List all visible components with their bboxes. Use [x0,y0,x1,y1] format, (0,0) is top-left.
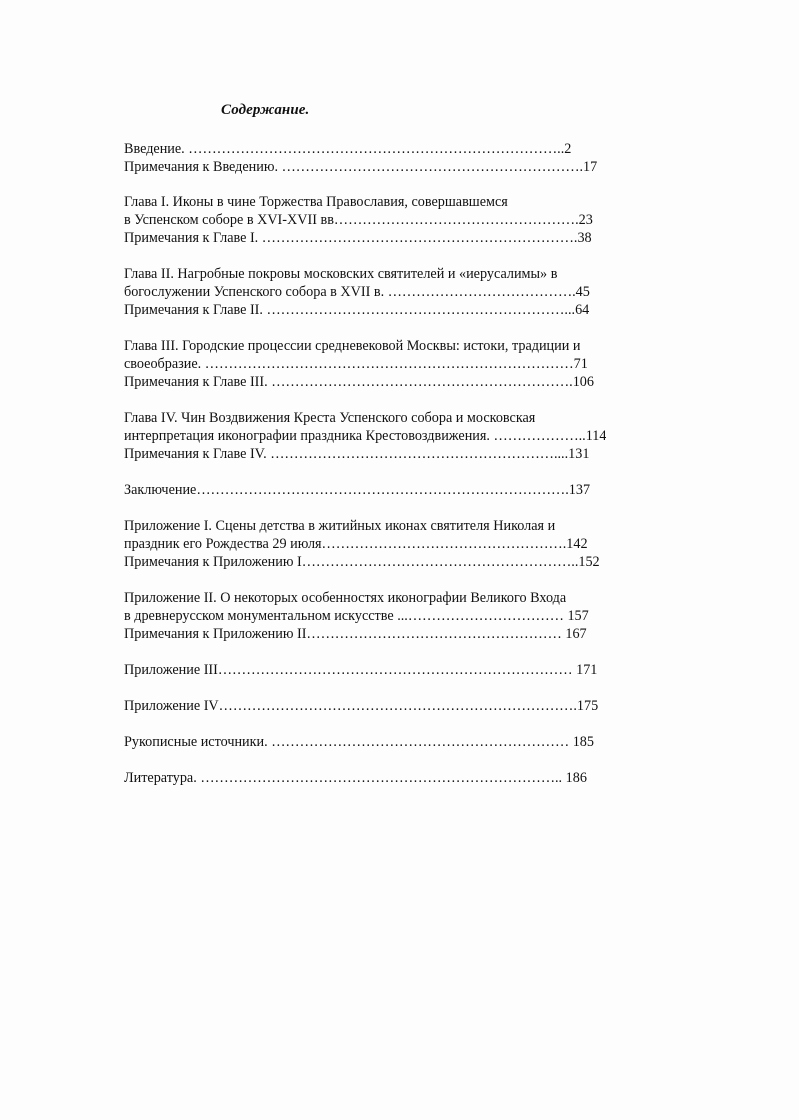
toc-entry-notes-chapter-3: Примечания к Главе III. ……………………………………………………….106 [124,374,594,390]
toc-entry-notes-introduction: Примечания к Введению. ……………………………………………………….17 [124,159,598,175]
toc-entry-notes-chapter-1: Примечания к Главе I. ………………………………………………………….38 [124,230,592,246]
toc-entry-appendix-4: Приложение IV………………………………………………………………….175 [124,698,599,714]
toc-entry-appendix-2-line-2: в древнерусском монументальном искусстве ...…………………………… 157 [124,608,589,624]
toc-entry-notes-chapter-4: Примечания к Главе IV. ……………………………………………………....131 [124,446,590,462]
toc-entry-chapter-3-line-1: Глава III. Городские процессии средневековой Москвы: истоки, традиции и [124,338,581,354]
toc-entry-chapter-1-line-2: в Успенском соборе в XVI-XVII вв…………………………………………….23 [124,212,593,228]
toc-entry-chapter-2-line-1: Глава II. Нагробные покровы московских святителей и «иерусалимы» в [124,266,558,282]
toc-entry-appendix-1-line-1: Приложение I. Сцены детства в житийных иконах святителя Николая и [124,518,556,534]
toc-entry-appendix-2-line-1: Приложение II. О некоторых особенностях иконографии Великого Входа [124,590,567,606]
toc-entry-conclusion: Заключение…………………………………………………………………….137 [124,482,591,498]
toc-entry-notes-appendix-1: Примечания к Приложению I…………………………………………………..152 [124,554,600,570]
toc-entry-chapter-1-line-1: Глава I. Иконы в чине Торжества Православия, совершавшемся [124,194,508,210]
toc-entry-appendix-3: Приложение III………………………………………………………………… 171 [124,662,598,678]
toc-entry-notes-appendix-2: Примечания к Приложению II……………………………………………… 167 [124,626,587,642]
toc-entry-chapter-4-line-1: Глава IV. Чин Воздвижения Креста Успенского собора и московская [124,410,536,426]
toc-entry-chapter-3-line-2: своеобразие. ……………………………………………………………………71 [124,356,588,372]
toc-entry-chapter-2-line-2: богослужении Успенского собора в XVII в. ………………………………….45 [124,284,590,300]
toc-entry-literature: Литература. ………………………………………………………………….. 186 [124,770,587,786]
toc-entry-appendix-1-line-2: праздник его Рождества 29 июля…………………………………………….142 [124,536,588,552]
toc-entry-notes-chapter-2: Примечания к Главе II. ………………………………………………………...64 [124,302,590,318]
toc-entry-introduction: Введение. ……………………………………………………………………..2 [124,141,572,157]
toc-entry-chapter-4-line-2: интерпретация иконографии праздника Крестовоздвижения. ………………..114 [124,428,607,444]
page-title: Содержание. [221,102,310,118]
toc-entry-manuscript-sources: Рукописные источники. ……………………………………………………… 185 [124,734,594,750]
